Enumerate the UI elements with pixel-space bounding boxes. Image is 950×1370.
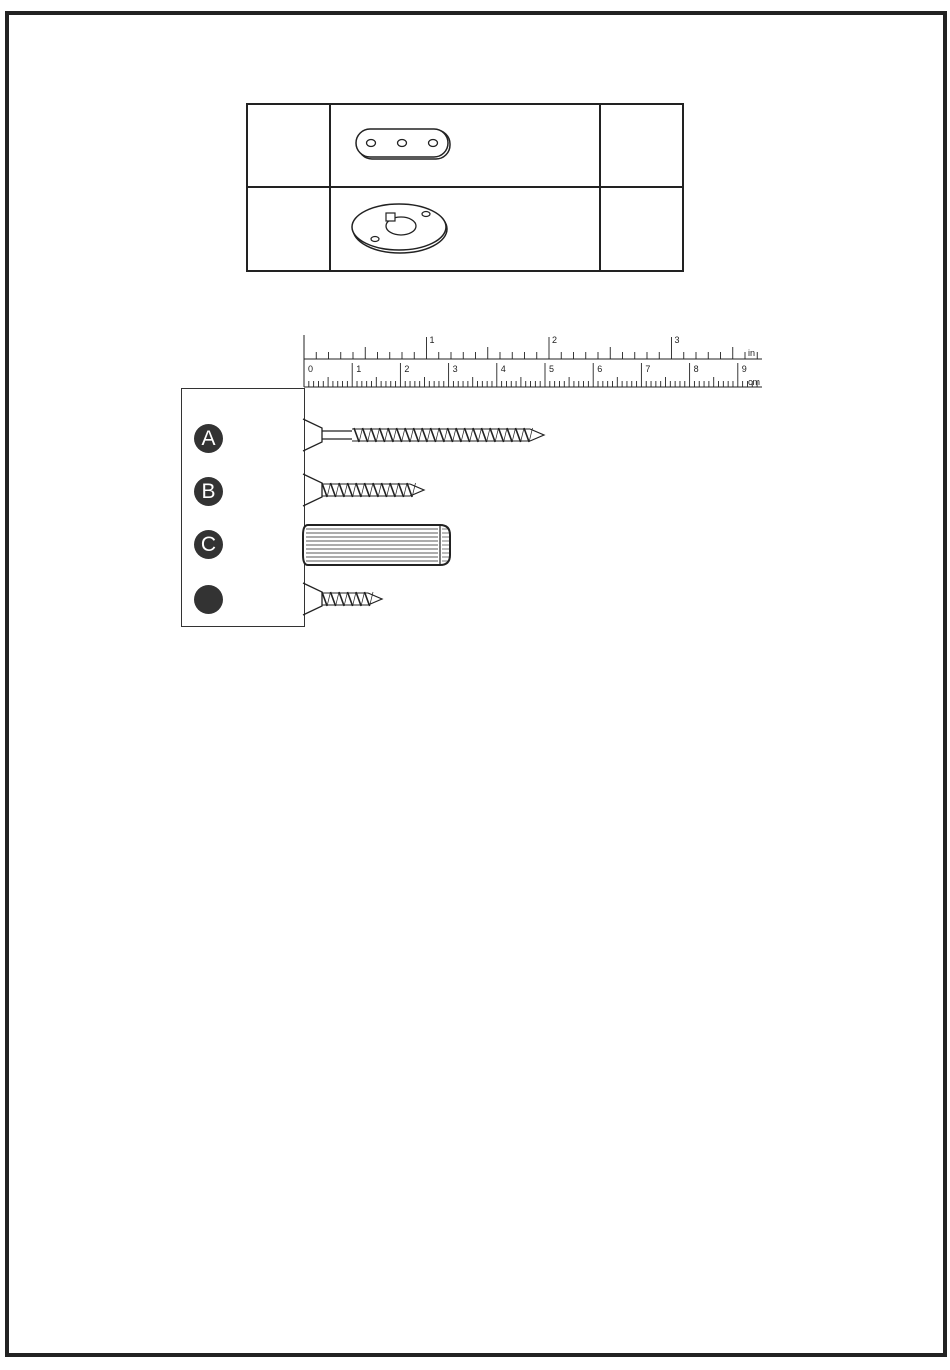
cm-label: 0 xyxy=(308,364,314,374)
hardware-badge-c: C xyxy=(194,530,223,559)
cm-label: 1 xyxy=(356,364,362,374)
measuring-ruler xyxy=(300,330,770,392)
cm-label: 4 xyxy=(500,364,506,374)
cm-label: 7 xyxy=(645,364,651,374)
wooden-dowel-icon xyxy=(303,525,450,565)
cm-label: 3 xyxy=(452,364,458,374)
hardware-badge-a: A xyxy=(194,424,223,453)
inch-unit-label: in xyxy=(748,348,756,358)
long-wood-screw-icon xyxy=(303,419,544,451)
cm-label: 2 xyxy=(404,364,410,374)
short-wood-screw-icon xyxy=(303,474,424,506)
round-keyhole-plate-icon xyxy=(352,204,447,253)
hardware-badge-b: B xyxy=(194,477,223,506)
inch-ticks xyxy=(304,337,757,359)
cm-label: 6 xyxy=(597,364,603,374)
three-hole-strip-plate-icon xyxy=(356,129,450,159)
cm-label: 8 xyxy=(693,364,699,374)
inch-label: 2 xyxy=(552,335,558,345)
inch-label: 1 xyxy=(429,335,435,345)
cm-ticks xyxy=(304,363,757,387)
cm-unit-label: cm xyxy=(748,377,760,387)
hardware-badge-d xyxy=(194,585,223,614)
inch-labels xyxy=(430,335,680,345)
inch-label: 3 xyxy=(674,335,680,345)
cm-label: 5 xyxy=(549,364,555,374)
small-wood-screw-icon xyxy=(303,583,382,615)
hardware-drawings xyxy=(300,405,560,625)
cm-label: 9 xyxy=(741,364,747,374)
cm-labels xyxy=(308,364,747,374)
parts-table xyxy=(246,103,684,272)
